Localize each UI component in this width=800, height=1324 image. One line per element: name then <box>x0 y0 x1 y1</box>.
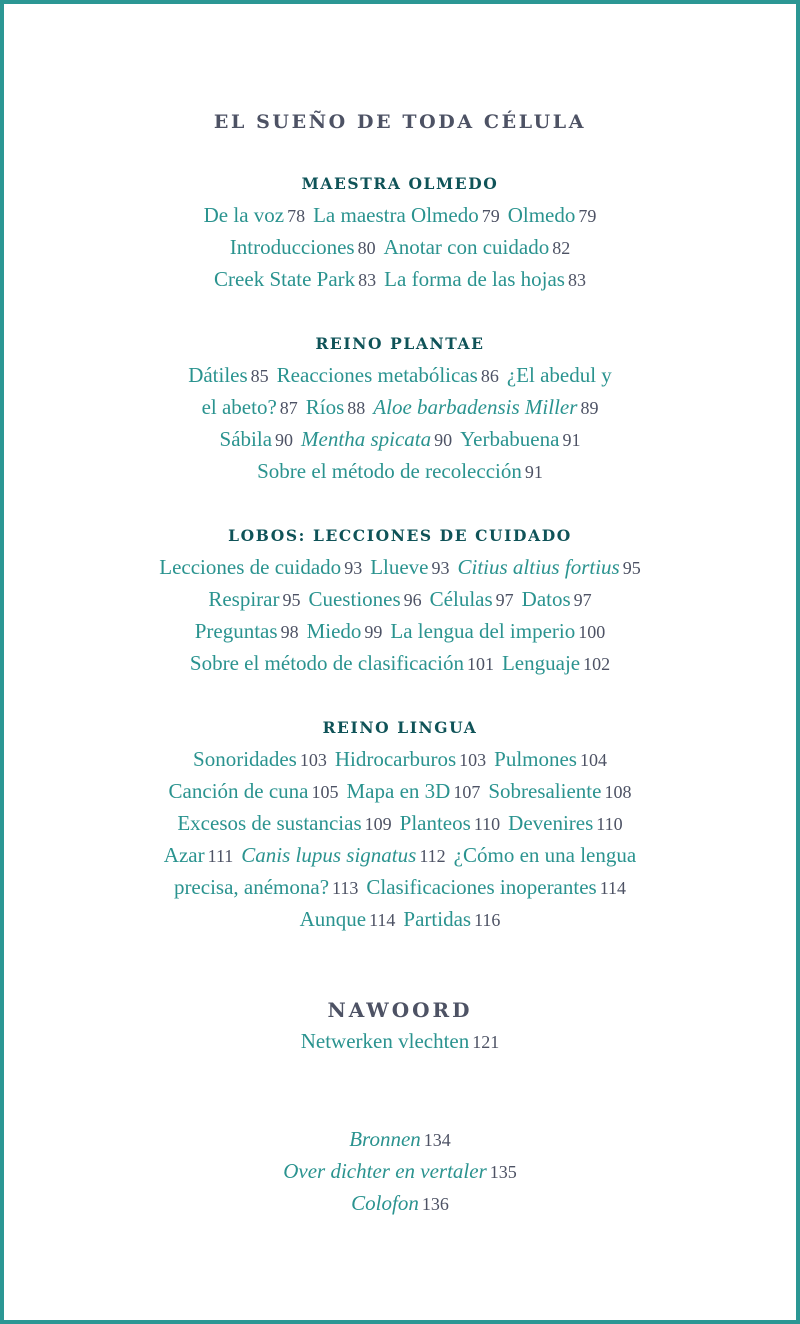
entry-title: Miedo <box>306 619 362 643</box>
toc-entry <box>241 843 445 867</box>
toc-entry <box>384 267 586 291</box>
entry-title: Lenguaje <box>501 651 581 675</box>
page-number: 97 <box>573 590 592 610</box>
page-number: 102 <box>583 654 611 674</box>
entry-title: Creek State Park <box>214 267 356 291</box>
toc-entry <box>507 363 612 387</box>
toc-entry <box>208 587 300 611</box>
entry-title: Sábila <box>219 427 273 451</box>
toc-entries <box>4 744 796 936</box>
page-number: 85 <box>250 366 269 386</box>
entry-title: el abeto? <box>201 395 277 419</box>
page-number: 88 <box>347 398 366 418</box>
page-number: 135 <box>489 1162 517 1182</box>
toc-entry <box>494 747 607 771</box>
toc-line <box>4 1156 796 1188</box>
page-number: 111 <box>207 846 234 866</box>
toc-entry <box>508 203 597 227</box>
entry-title: Devenires <box>508 811 594 835</box>
entry-title: Lecciones de cuidado <box>159 555 342 579</box>
toc-entry <box>403 907 500 931</box>
section-title: LOBOS: LECCIONES DE CUIDADO <box>228 526 572 545</box>
entry-title: Datos <box>521 587 571 611</box>
entry-title: La maestra Olmedo <box>313 203 479 227</box>
entry-title: Sobresaliente <box>488 779 602 803</box>
page-number: 78 <box>287 206 306 226</box>
page-number: 90 <box>275 430 294 450</box>
page-number: 134 <box>423 1130 451 1150</box>
toc-entry <box>214 267 376 291</box>
toc-line <box>4 552 796 584</box>
entry-title: Bronnen <box>349 1127 421 1151</box>
toc-entry <box>204 203 305 227</box>
section-reino-lingua <box>4 716 796 936</box>
toc-line <box>4 840 796 872</box>
entry-title: Cuestiones <box>308 587 401 611</box>
toc-entry <box>177 811 391 835</box>
toc-content <box>4 108 796 1220</box>
entry-title: Llueve <box>370 555 429 579</box>
page-number: 107 <box>453 782 481 802</box>
toc-line <box>4 264 796 296</box>
toc-entry <box>430 587 514 611</box>
toc-line <box>4 360 796 392</box>
entry-title: ¿El abedul y <box>506 363 612 387</box>
entry-title: Ríos <box>305 395 345 419</box>
page-number: 95 <box>282 590 301 610</box>
page-number: 99 <box>364 622 383 642</box>
toc-line <box>4 776 796 808</box>
toc-entry <box>301 1029 500 1053</box>
page-number: 93 <box>344 558 363 578</box>
page-number: 83 <box>567 270 586 290</box>
page-number: 112 <box>419 846 446 866</box>
section-title: REINO LINGUA <box>322 718 478 737</box>
entry-title: La lengua del imperio <box>390 619 576 643</box>
page-number: 96 <box>403 590 422 610</box>
toc-entry <box>488 779 631 803</box>
toc-line <box>4 904 796 936</box>
page-number: 80 <box>357 238 376 258</box>
toc-entry <box>307 619 383 643</box>
toc-entry <box>220 427 294 451</box>
page-number: 114 <box>369 910 396 930</box>
toc-entries <box>4 1124 796 1220</box>
section-title: MAESTRA OLMEDO <box>301 174 499 193</box>
page-number: 103 <box>459 750 487 770</box>
backmatter <box>4 1124 796 1220</box>
page-number: 110 <box>473 814 501 834</box>
entry-title: Dátiles <box>188 363 248 387</box>
entry-title: De la voz <box>203 203 285 227</box>
entry-title: Azar <box>163 843 205 867</box>
toc-line <box>4 872 796 904</box>
toc-entry <box>351 1191 449 1215</box>
entry-title: Colofon <box>351 1191 419 1215</box>
toc-entry <box>159 555 362 579</box>
page-number: 103 <box>299 750 327 770</box>
toc-entry <box>502 651 610 675</box>
toc-entry <box>454 843 637 867</box>
page-number: 104 <box>579 750 607 770</box>
entry-title: Mapa en 3D <box>346 779 451 803</box>
page-number: 121 <box>472 1032 500 1052</box>
page-number: 79 <box>481 206 500 226</box>
entry-title: Netwerken vlechten <box>300 1029 470 1053</box>
toc-entry <box>164 843 233 867</box>
toc-entry <box>193 747 327 771</box>
page-number: 89 <box>580 398 599 418</box>
toc-entry <box>460 427 580 451</box>
entry-title: La forma de las hojas <box>384 267 565 291</box>
toc-entry <box>277 363 499 387</box>
entry-title: Aunque <box>299 907 367 931</box>
toc-entries <box>4 200 796 296</box>
toc-entry <box>306 395 366 419</box>
entry-title: Pulmones <box>494 747 577 771</box>
toc-entry <box>347 779 481 803</box>
toc-line <box>4 808 796 840</box>
toc-line <box>4 744 796 776</box>
toc-entry <box>230 235 376 259</box>
section-reino-plantae <box>4 332 796 488</box>
toc-entry <box>335 747 486 771</box>
toc-entry <box>508 811 622 835</box>
toc-line <box>4 392 796 424</box>
page-number: 98 <box>280 622 299 642</box>
entry-title: Preguntas <box>194 619 278 643</box>
toc-line <box>4 1188 796 1220</box>
page-number: 91 <box>562 430 581 450</box>
toc-line <box>4 232 796 264</box>
section-maestra-olmedo <box>4 172 796 296</box>
page-number: 108 <box>604 782 632 802</box>
page-number: 87 <box>279 398 298 418</box>
page-number: 113 <box>332 878 359 898</box>
toc-entry <box>370 555 449 579</box>
page-number: 100 <box>578 622 606 642</box>
entry-title: Sobre el método de recolección <box>257 459 522 483</box>
toc-entry <box>169 779 339 803</box>
part-title: NAWOORD <box>327 998 473 1022</box>
toc-entry <box>522 587 592 611</box>
toc-entry <box>195 619 299 643</box>
toc-entry <box>458 555 641 579</box>
toc-entry <box>313 203 500 227</box>
entry-title: Mentha spicata <box>301 427 432 451</box>
entry-title: Canis lupus signatus <box>241 843 417 867</box>
entry-title: Olmedo <box>507 203 576 227</box>
toc-entry <box>301 427 452 451</box>
page-number: 82 <box>552 238 571 258</box>
toc-entry <box>390 619 605 643</box>
part-title: EL SUEÑO DE TODA CÉLULA <box>213 111 587 133</box>
entry-title: Clasificaciones inoperantes <box>366 875 597 899</box>
page-number: 101 <box>466 654 494 674</box>
toc-entry <box>308 587 421 611</box>
toc-line <box>4 648 796 680</box>
page-number: 105 <box>311 782 339 802</box>
page-number: 83 <box>358 270 377 290</box>
page-number: 90 <box>434 430 453 450</box>
page-number: 136 <box>421 1194 449 1214</box>
toc-entry <box>257 459 543 483</box>
section-lobos <box>4 524 796 680</box>
toc-entry <box>300 907 396 931</box>
entry-title: Aloe barbadensis Miller <box>373 395 578 419</box>
page-number: 93 <box>431 558 450 578</box>
toc-entries <box>4 1026 796 1058</box>
page-number: 86 <box>480 366 499 386</box>
entry-title: Introducciones <box>229 235 355 259</box>
entry-title: Anotar con cuidado <box>383 235 550 259</box>
entry-title: Canción de cuna <box>168 779 309 803</box>
entry-title: ¿Cómo en una lengua <box>453 843 637 867</box>
toc-line <box>4 584 796 616</box>
page-number: 95 <box>622 558 641 578</box>
page-number: 114 <box>599 878 627 898</box>
page-number: 97 <box>495 590 514 610</box>
section-title: REINO PLANTAE <box>315 334 485 353</box>
toc-entries <box>4 360 796 488</box>
entry-title: precisa, anémona? <box>173 875 330 899</box>
page-number: 109 <box>364 814 392 834</box>
toc-entry <box>366 875 626 899</box>
entry-title: Yerbabuena <box>460 427 560 451</box>
entry-title: Sonoridades <box>193 747 297 771</box>
entry-title: Over dichter en vertaler <box>283 1159 487 1183</box>
toc-entry <box>188 363 268 387</box>
entry-title: Hidrocarburos <box>334 747 457 771</box>
toc-line <box>4 456 796 488</box>
toc-line <box>4 1026 796 1058</box>
entry-title: Planteos <box>399 811 471 835</box>
toc-entry <box>400 811 501 835</box>
toc-line <box>4 200 796 232</box>
entry-title: Partidas <box>403 907 472 931</box>
toc-entry <box>384 235 571 259</box>
toc-entry <box>283 1159 517 1183</box>
toc-entry <box>373 395 598 419</box>
page-number: 116 <box>474 910 501 930</box>
entry-title: Citius altius fortius <box>457 555 620 579</box>
toc-entries <box>4 552 796 680</box>
toc-entry <box>190 651 494 675</box>
toc-entry <box>174 875 358 899</box>
entry-title: Excesos de sustancias <box>177 811 362 835</box>
toc-line <box>4 1124 796 1156</box>
part-nawoord <box>4 996 796 1058</box>
entry-title: Respirar <box>208 587 280 611</box>
page-number: 79 <box>578 206 597 226</box>
page-number: 110 <box>596 814 623 834</box>
page-number: 91 <box>524 462 543 482</box>
entry-title: Sobre el método de clasificación <box>189 651 464 675</box>
toc-line <box>4 424 796 456</box>
toc-entry <box>349 1127 451 1151</box>
toc-entry <box>202 395 298 419</box>
entry-title: Células <box>429 587 493 611</box>
entry-title: Reacciones metabólicas <box>276 363 478 387</box>
toc-line <box>4 616 796 648</box>
